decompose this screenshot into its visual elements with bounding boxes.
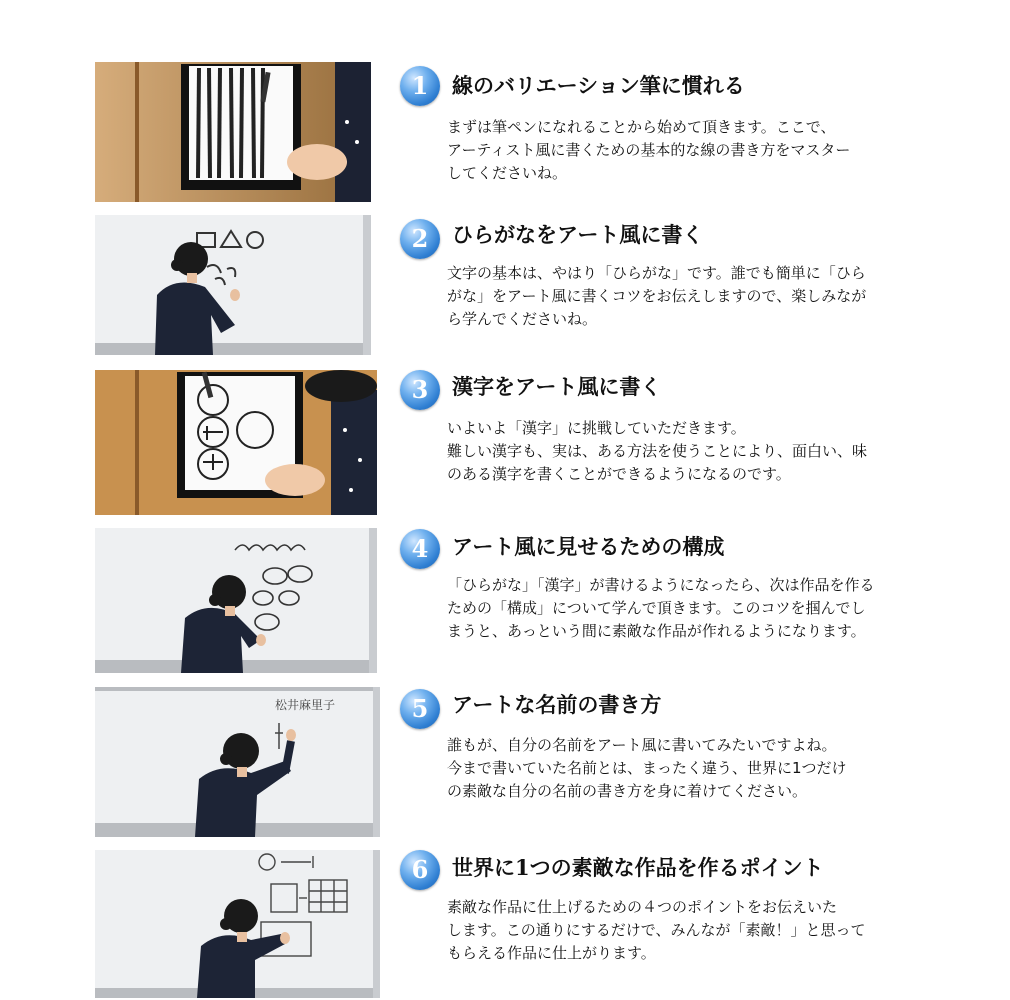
lesson-description-4 — [447, 574, 947, 643]
description-line: 今まで書いていた名前とは、まったく違う、世界に1つだけ — [447, 759, 847, 777]
description-line: まずは筆ペンになれることから始めて頂きます。ここで、 — [447, 118, 836, 136]
lesson-title-5: アートな名前の書き方 — [452, 692, 662, 717]
number-badge-5: 5 — [400, 689, 440, 729]
description-line: ための「構成」について学んで頂きます。このコツを掴んでし — [447, 599, 866, 617]
description-line: ら学んでくださいね。 — [447, 310, 598, 328]
lesson-description-3 — [447, 417, 947, 486]
description-line: のある漢字を書くことができるようになるのです。 — [447, 465, 791, 483]
lesson-photo-5 — [95, 687, 380, 837]
lesson-title-4: アート風に見せるための構成 — [452, 534, 725, 559]
description-line: の素敵な自分の名前の書き方を身に着けてください。 — [447, 782, 808, 800]
description-line: 難しい漢字も、実は、ある方法を使うことにより、面白い、味 — [447, 442, 868, 460]
lesson-description-6 — [447, 896, 947, 965]
lesson-photo-1 — [95, 62, 371, 202]
description-line: 素敵な作品に仕上げるための４つのポイントをお伝えいた — [447, 898, 838, 916]
description-line: 「ひらがな」「漢字」が書けるようになったら、次は作品を作る — [447, 576, 875, 594]
description-line: がな」をアート風に書くコツをお伝えしますので、楽しみなが — [447, 287, 867, 305]
number-badge-3: 3 — [400, 370, 440, 410]
number-badge-1: 1 — [400, 66, 440, 106]
description-line: します。この通りにするだけで、みんなが「素敵！」と思って — [447, 921, 866, 939]
lesson-title-1: 線のバリエーション筆に慣れる — [452, 73, 745, 98]
description-line: いよいよ「漢字」に挑戦していただきます。 — [447, 419, 746, 437]
lesson-photo-2 — [95, 215, 371, 355]
number-badge-6: 6 — [400, 850, 440, 890]
board-name-text: 松井麻里子 — [275, 698, 336, 712]
lesson-description-1 — [447, 116, 947, 185]
lesson-title-6: 世界に1つの素敵な作品を作るポイント — [452, 855, 824, 880]
description-line: してくださいね。 — [447, 164, 568, 182]
lesson-title-2: ひらがなをアート風に書く — [452, 222, 704, 247]
lesson-photo-3 — [95, 370, 377, 515]
lesson-photo-6 — [95, 850, 380, 998]
description-line: アーティスト風に書くための基本的な線の書き方をマスター — [447, 141, 851, 159]
description-line: 誰もが、自分の名前をアート風に書いてみたいですよね。 — [447, 736, 837, 754]
description-line: もらえる作品に仕上がります。 — [447, 944, 656, 962]
number-badge-4: 4 — [400, 529, 440, 569]
description-line: まうと、あっという間に素敵な作品が作れるようになります。 — [447, 622, 866, 640]
description-line: 文字の基本は、やはり「ひらがな」です。誰でも簡単に「ひら — [447, 264, 866, 282]
lesson-title-3: 漢字をアート風に書く — [452, 374, 662, 399]
number-badge-2: 2 — [400, 219, 440, 259]
lesson-description-2 — [447, 262, 947, 331]
lesson-photo-4 — [95, 528, 377, 673]
lesson-description-5 — [447, 734, 947, 803]
